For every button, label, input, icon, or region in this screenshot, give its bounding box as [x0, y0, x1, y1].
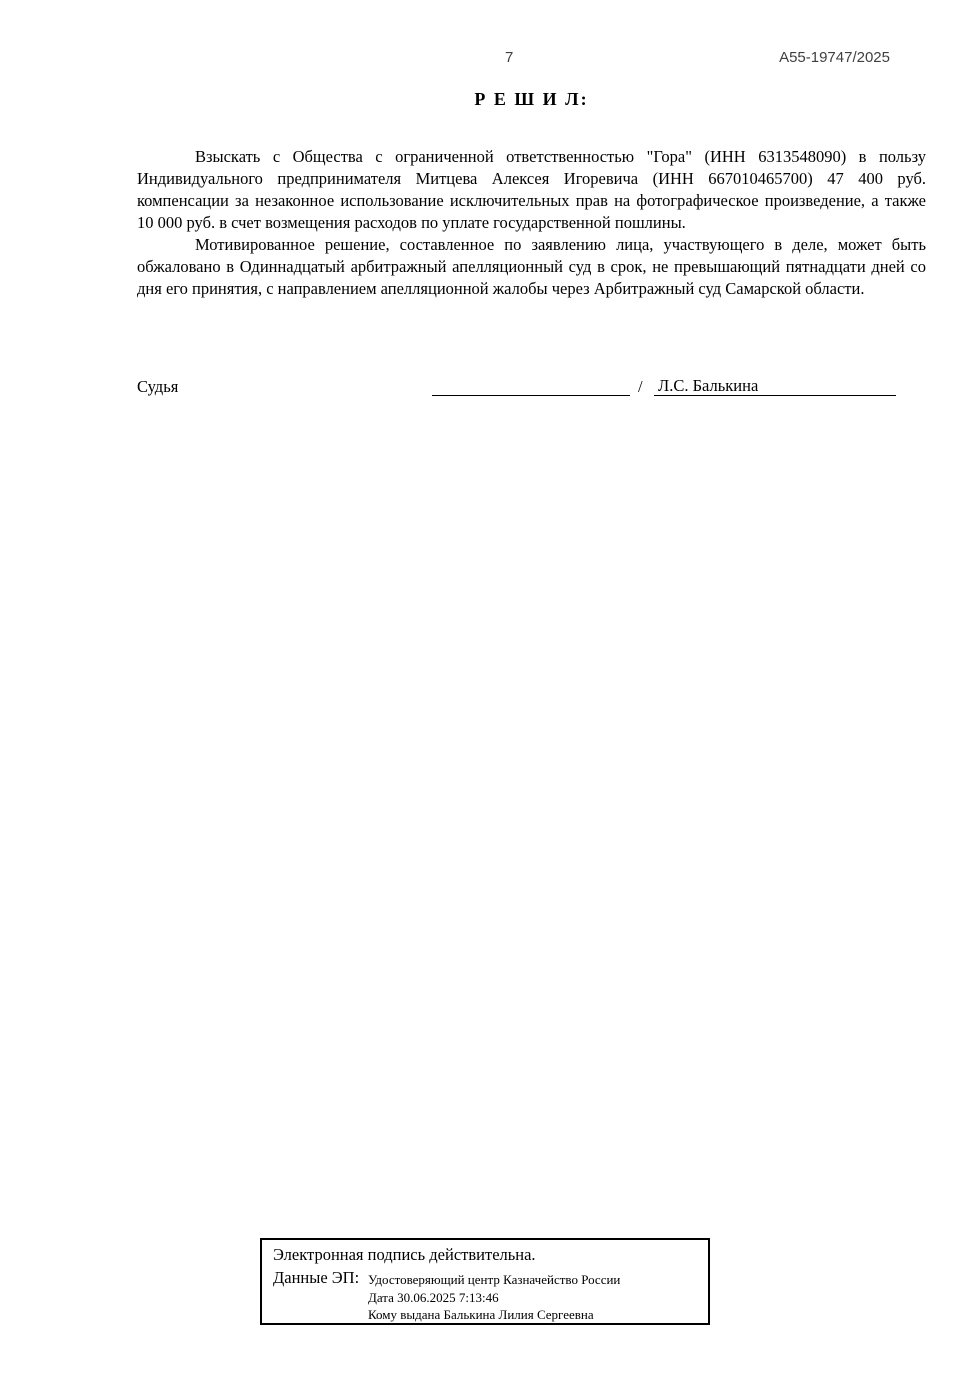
paragraph-appeal: Мотивированное решение, составленное по заявлению лица, участвующего в деле, может быть обжаловано в Одиннадцатый арбитражный апелляционный суд в срок, не превышающий пятнадцати дней со дня его принятия, с направлением апелляционной жалобы через Арбитражный суд Самарской области.	[137, 235, 926, 298]
case-number: А55-19747/2025	[779, 49, 890, 66]
judge-name: Л.С. Балькина	[658, 376, 759, 395]
decision-body	[137, 146, 926, 300]
esignature-authority: Удостоверяющий центр Казначейство России	[368, 1272, 621, 1287]
esignature-issued-to: Кому выдана Балькина Лилия Сергеевна	[368, 1307, 594, 1322]
esignature-stamp	[260, 1238, 710, 1325]
signature-row	[137, 374, 926, 398]
esignature-data-row	[273, 1268, 700, 1324]
esignature-validity-text: Электронная подпись действительна.	[273, 1245, 536, 1264]
esignature-details	[368, 1268, 620, 1324]
judge-name-line	[654, 374, 896, 396]
esignature-data-label: Данные ЭП:	[273, 1268, 360, 1287]
signature-blank-line	[432, 374, 630, 396]
page-number: 7	[505, 49, 514, 66]
signature-separator: /	[638, 377, 643, 396]
decision-title: Р Е Ш И Л:	[474, 89, 589, 109]
paragraph-award: Взыскать с Общества с ограниченной ответственностью "Гора" (ИНН 6313548090) в пользу Индивидуального предпринимателя Митцева Алексея Игоревича (ИНН 667010465700) 47 400 руб. компенсации за незаконное использование исключительных прав на фотографическое произведение, а также 10 000 руб. в счет возмещения расходов по уплате государственной пошлины.	[137, 147, 926, 232]
esignature-date: Дата 30.06.2025 7:13:46	[368, 1289, 499, 1305]
judge-role-label: Судья	[137, 377, 179, 396]
